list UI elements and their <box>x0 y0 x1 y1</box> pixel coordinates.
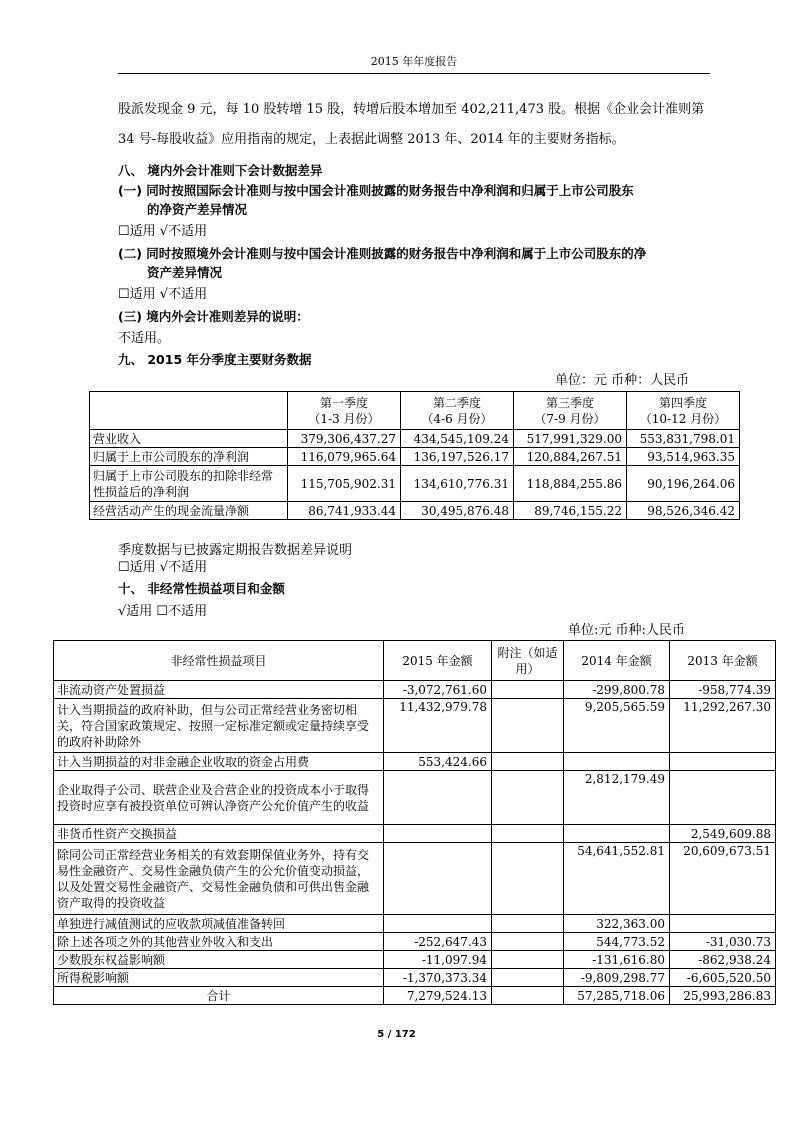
section-8-sub1-title: (一) 同时按照国际会计准则与按中国会计准则披露的财务报告中净利润和归属于上市公司股东 <box>118 183 634 198</box>
cell-2013: 11,292,267.30 <box>670 699 776 753</box>
cell-2014: -299,800.78 <box>564 681 670 699</box>
header-2013: 2013 年金额 <box>670 641 776 681</box>
table-row <box>54 915 776 933</box>
cell-value: 118,884,255.86 <box>514 466 627 502</box>
section-8-sub3-text: 不适用。 <box>118 331 171 346</box>
table-row <box>90 466 740 502</box>
cell-note <box>492 825 564 843</box>
header-item: 非经常性损益项目 <box>54 641 384 681</box>
quarterly-note-applicability: ☐适用 √不适用 <box>118 560 208 575</box>
cell-2015: 553,424.66 <box>384 753 492 771</box>
cell-note <box>492 753 564 771</box>
row-label: 经营活动产生的现金流量净额 <box>90 502 288 520</box>
row-label: 归属于上市公司股东的扣除非经常性损益后的净利润 <box>90 466 288 502</box>
cell-2014: -9,809,298.77 <box>564 969 670 987</box>
cell-2015 <box>384 843 492 915</box>
section-8-sub3-title: (三) 境内外会计准则差异的说明： <box>118 309 309 324</box>
row-label: 非流动资产处置损益 <box>54 681 384 699</box>
table-row <box>54 969 776 987</box>
total-2014: 57,285,718.06 <box>564 987 670 1005</box>
cell-value: 98,526,346.42 <box>627 502 740 520</box>
row-label: 非货币性资产交换损益 <box>54 825 384 843</box>
row-label: 除上述各项之外的其他营业外收入和支出 <box>54 933 384 951</box>
row-label: 企业取得子公司、联营企业及合营企业的投资成本小于取得投资时应享有被投资单位可辨认净资产公允价值产生的收益 <box>54 771 384 825</box>
section-8-sub2-title: (二) 同时按照境外会计准则与按中国会计准则披露的财务报告中净利润和属于上市公司股东的净 <box>118 246 647 261</box>
header-2014: 2014 年金额 <box>564 641 670 681</box>
row-label: 除同公司正常经营业务相关的有效套期保值业务外，持有交易性金融资产、交易性金融负债产生的公允价值变动损益，以及处置交易性金融资产、交易性金融负债和可供出售金融资产取得的投资收益 <box>54 843 384 915</box>
table-row <box>90 502 740 520</box>
header-2015: 2015 年金额 <box>384 641 492 681</box>
row-label: 归属于上市公司股东的净利润 <box>90 448 288 466</box>
section-9-title: 九、 2015 年分季度主要财务数据 <box>118 352 312 367</box>
table-row <box>90 448 740 466</box>
table-row <box>90 430 740 448</box>
cell-value: 136,197,526.17 <box>401 448 514 466</box>
cell-2013: -862,938.24 <box>670 951 776 969</box>
cell-note <box>492 681 564 699</box>
quarterly-header-q4: 第四季度 （10-12 月份） <box>627 392 740 430</box>
quarterly-header-row <box>90 392 740 430</box>
cell-2014 <box>564 825 670 843</box>
cell-2013: -6,605,520.50 <box>670 969 776 987</box>
cell-2014 <box>564 753 670 771</box>
table-row <box>54 933 776 951</box>
cell-value: 434,545,109.24 <box>401 430 514 448</box>
cell-2014: 54,641,552.81 <box>564 843 670 915</box>
table-row <box>54 771 776 825</box>
section-8-sub2-title-cont: 资产差异情况 <box>147 265 223 280</box>
section-8-sub1-title-cont: 的净资产差异情况 <box>147 202 248 217</box>
quarterly-header-blank <box>90 392 288 430</box>
cell-2013 <box>670 753 776 771</box>
total-label: 合计 <box>54 987 384 1005</box>
table-row <box>54 843 776 915</box>
cell-value: 86,741,933.44 <box>288 502 401 520</box>
cell-value: 553,831,798.01 <box>627 430 740 448</box>
page-number: 5 / 172 <box>377 1029 416 1040</box>
total-note <box>492 987 564 1005</box>
cell-2013: 2,549,609.88 <box>670 825 776 843</box>
section-8-sub2-applicability: ☐适用 √不适用 <box>118 287 208 302</box>
cell-2014: 9,205,565.59 <box>564 699 670 753</box>
table-row <box>54 699 776 753</box>
cell-2013 <box>670 915 776 933</box>
cell-2013: -31,030.73 <box>670 933 776 951</box>
cell-2013 <box>670 771 776 825</box>
cell-value: 115,705,902.31 <box>288 466 401 502</box>
cell-value: 90,196,264.06 <box>627 466 740 502</box>
cell-note <box>492 933 564 951</box>
section-8-sub1-applicability: ☐适用 √不适用 <box>118 224 208 239</box>
row-label: 计入当期损益的政府补助，但与公司正常经营业务密切相关，符合国家政策规定、按照一定标准定额或定量持续享受的政府补助除外 <box>54 699 384 753</box>
cell-2014: 322,363.00 <box>564 915 670 933</box>
cell-value: 89,746,155.22 <box>514 502 627 520</box>
cell-value: 379,306,437.27 <box>288 430 401 448</box>
table-row <box>54 681 776 699</box>
cell-note <box>492 699 564 753</box>
quarterly-header-q1: 第一季度 （1-3 月份） <box>288 392 401 430</box>
cell-2015 <box>384 825 492 843</box>
cell-2014: -131,616.80 <box>564 951 670 969</box>
row-label: 单独进行减值测试的应收款项减值准备转回 <box>54 915 384 933</box>
section-9-unit: 单位：元 币种：人民币 <box>555 373 690 388</box>
cell-value: 30,495,876.48 <box>401 502 514 520</box>
cell-2015: -11,097.94 <box>384 951 492 969</box>
total-2015: 7,279,524.13 <box>384 987 492 1005</box>
row-label: 所得税影响额 <box>54 969 384 987</box>
table-row <box>54 951 776 969</box>
cell-2013: -958,774.39 <box>670 681 776 699</box>
cell-note <box>492 969 564 987</box>
cell-2014: 2,812,179.49 <box>564 771 670 825</box>
section-10-title: 十、 非经常性损益项目和金额 <box>118 581 285 596</box>
cell-value: 517,991,329.00 <box>514 430 627 448</box>
section-10-applicability: √适用 ☐不适用 <box>118 604 208 619</box>
section-8-title: 八、 境内外会计准则下会计数据差异 <box>118 163 323 178</box>
cell-value: 93,514,963.35 <box>627 448 740 466</box>
header-rule <box>118 73 710 74</box>
cell-2015 <box>384 915 492 933</box>
quarterly-header-q2: 第二季度 （4-6 月份） <box>401 392 514 430</box>
cell-2013: 20,609,673.51 <box>670 843 776 915</box>
cell-value: 116,079,965.64 <box>288 448 401 466</box>
quarterly-note: 季度数据与已披露定期报告数据差异说明 <box>118 543 353 558</box>
cell-note <box>492 771 564 825</box>
page-header: 2015 年年度报告 <box>370 55 458 68</box>
cell-note <box>492 915 564 933</box>
table-row <box>54 825 776 843</box>
cell-2015: -3,072,761.60 <box>384 681 492 699</box>
row-label: 营业收入 <box>90 430 288 448</box>
cell-2015: -252,647.43 <box>384 933 492 951</box>
row-label: 计入当期损益的对非金融企业收取的资金占用费 <box>54 753 384 771</box>
intro-paragraph: 股派发现金 9 元，每 10 股转增 15 股，转增后股本增加至 402,211,473 股。根据《企业会计准则第 34 号-每股收益》应用指南的规定，上表据此调整 2013 年、2014 年的主要财务指标。 <box>118 102 705 147</box>
row-label: 少数股东权益影响额 <box>54 951 384 969</box>
cell-value: 134,610,776.31 <box>401 466 514 502</box>
cell-2015: 11,432,979.78 <box>384 699 492 753</box>
quarterly-data-table <box>89 391 740 520</box>
total-row <box>54 987 776 1005</box>
section-10-unit: 单位:元 币种:人民币 <box>568 623 685 638</box>
cell-2014: 544,773.52 <box>564 933 670 951</box>
cell-value: 120,884,267.51 <box>514 448 627 466</box>
non-recurring-header-row <box>54 641 776 681</box>
total-2013: 25,993,286.83 <box>670 987 776 1005</box>
table-row <box>54 753 776 771</box>
header-note: 附注（如适用） <box>492 641 564 681</box>
cell-note <box>492 843 564 915</box>
non-recurring-table <box>53 640 776 1005</box>
quarterly-header-q3: 第三季度 （7-9 月份） <box>514 392 627 430</box>
cell-note <box>492 951 564 969</box>
cell-2015 <box>384 771 492 825</box>
cell-2015: -1,370,373.34 <box>384 969 492 987</box>
